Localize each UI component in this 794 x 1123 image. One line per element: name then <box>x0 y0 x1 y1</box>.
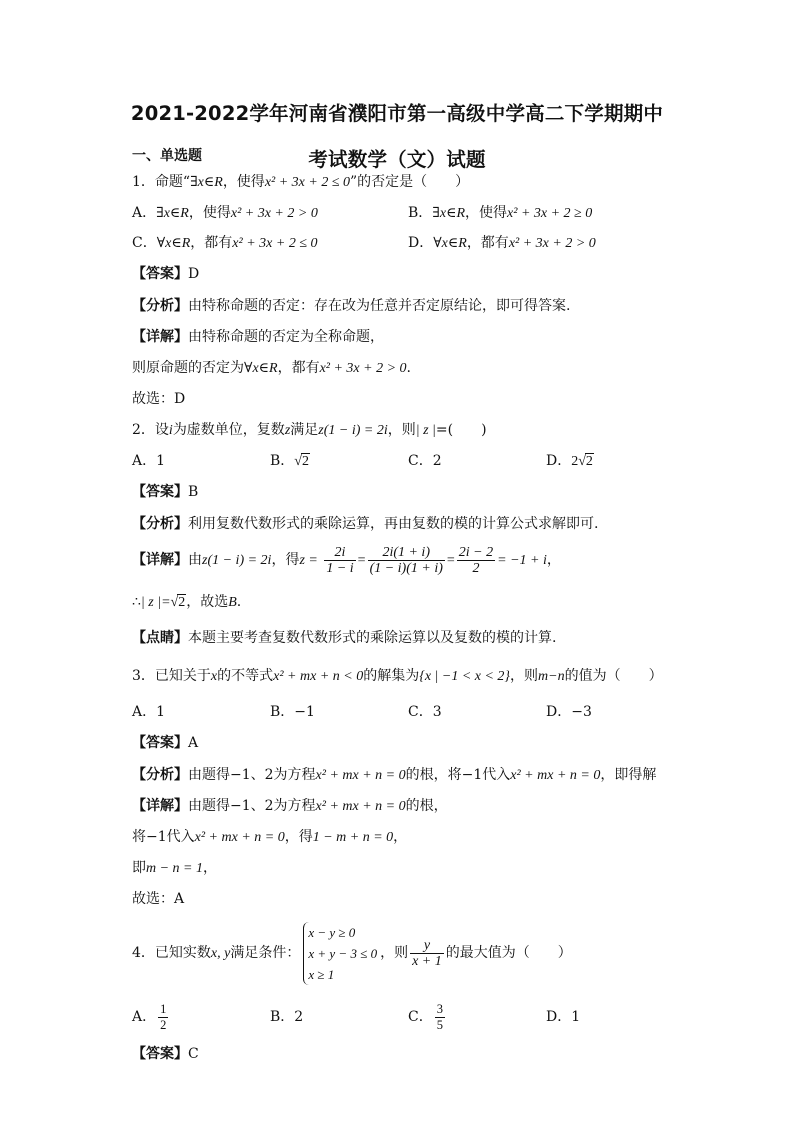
q1-option-d: D．∀x∈R，都有x² + 3x + 2 > 0 <box>408 235 596 251</box>
q3-option-a: A．1 <box>132 704 166 720</box>
q2-option-d: D．2√2 <box>546 453 593 469</box>
q4-option-c: C． $\frac{3}{5}$ <box>408 1001 443 1032</box>
q1-option-b: B．∃x∈R，使得x² + 3x + 2 ≥ 0 <box>408 205 593 221</box>
q4-option-b: B．2 <box>270 1009 304 1025</box>
q2-option-b: B．√2 <box>270 453 309 469</box>
q2-fraction-1: $\frac{2i}{1 - i}$ <box>326 544 354 576</box>
q3-answer: 【答案】A <box>132 735 199 751</box>
q3-analysis: 【分析】由题得−1、2为方程x² + mx + n = 0的根，将−1代入x² + mx + n = 0，即得解 <box>132 767 657 783</box>
q2-stem: 2．设i为虚数单位，复数z满足z(1 − i) = 2i，则| z |=( ) <box>132 422 487 438</box>
q1-detail-line2: 则原命题的否定为∀x∈R，都有x² + 3x + 2 > 0. <box>132 360 411 376</box>
q4-answer: 【答案】C <box>132 1046 199 1062</box>
q3-option-c: C．3 <box>408 704 442 720</box>
q3-option-b: B．−1 <box>270 704 315 720</box>
q4-stem: 4．已知实数x, y满足条件： x − y ≥ 0 x + y − 3 ≤ 0 x ≥ 1 ，则 $\frac{y}{x + 1}$ 的最大值为（ ） <box>132 918 572 989</box>
q2-fraction-2: $\frac{2i(1 + i)}{(1 - i)(1 + i)}$ <box>369 544 443 576</box>
section-heading: 一、单选题 <box>132 148 202 164</box>
q3-conclusion: 故选：A <box>132 891 185 907</box>
q2-option-a: A．1 <box>132 453 166 469</box>
q3-detail-line3: 即m − n = 1， <box>132 860 218 876</box>
document-title-line2: 考试数学（文）试题 <box>308 148 486 171</box>
q1-detail: 【详解】由特称命题的否定为全称命题， <box>132 329 384 345</box>
q3-detail-line2: 将−1代入x² + mx + n = 0，得1 − m + n = 0， <box>132 829 408 845</box>
q2-option-c: C．2 <box>408 453 442 469</box>
q4-option-d: D．1 <box>546 1009 581 1025</box>
q2-analysis: 【分析】利用复数代数形式的乘除运算，再由复数的模的计算公式求解即可. <box>132 516 599 532</box>
q1-analysis: 【分析】由特称命题的否定：存在改为任意并否定原结论，即可得答案. <box>132 298 571 314</box>
q2-detail-line2: ∴| z |=√2，故选B. <box>132 594 242 610</box>
q3-option-d: D．−3 <box>546 704 592 720</box>
q1-stem: 1．命题“∃x∈R，使得x² + 3x + 2 ≤ 0”的否定是（ ） <box>132 174 470 190</box>
q2-answer: 【答案】B <box>132 484 199 500</box>
q2-fraction-3: $\frac{2i - 2}{2}$ <box>458 544 494 576</box>
document-title-line1: 2021-2022学年河南省濮阳市第一高级中学高二下学期期中 <box>130 102 664 125</box>
q4-fraction: $\frac{y}{x + 1}$ <box>412 937 442 969</box>
q3-detail: 【详解】由题得−1、2为方程x² + mx + n = 0的根， <box>132 798 448 814</box>
q3-stem: 3．已知关于x的不等式x² + mx + n < 0的解集为{x | −1 < x < 2}，则m−n的值为（ ） <box>132 668 663 684</box>
q4-option-a: A． $\frac{1}{2}$ <box>132 1001 167 1032</box>
q4-constraint-system: x − y ≥ 0 x + y − 3 ≤ 0 x ≥ 1 <box>303 922 377 985</box>
q1-conclusion: 故选：D <box>132 391 186 407</box>
q1-answer: 【答案】D <box>132 266 200 282</box>
q2-comment: 【点睛】本题主要考查复数代数形式的乘除运算以及复数的模的计算. <box>132 630 557 646</box>
q1-option-c: C．∀x∈R，都有x² + 3x + 2 ≤ 0 <box>132 235 318 251</box>
q2-detail: 【详解】由z(1 − i) = 2i，得z = $\frac{2i}{1 - i}$ = $\frac{2i(1 + i)}{(1 - i)(1 + i)}$ = $\frac{2i - 2}{2}$ = −1 + i， <box>132 544 561 576</box>
q1-option-a: A．∃x∈R，使得x² + 3x + 2 > 0 <box>132 205 318 221</box>
